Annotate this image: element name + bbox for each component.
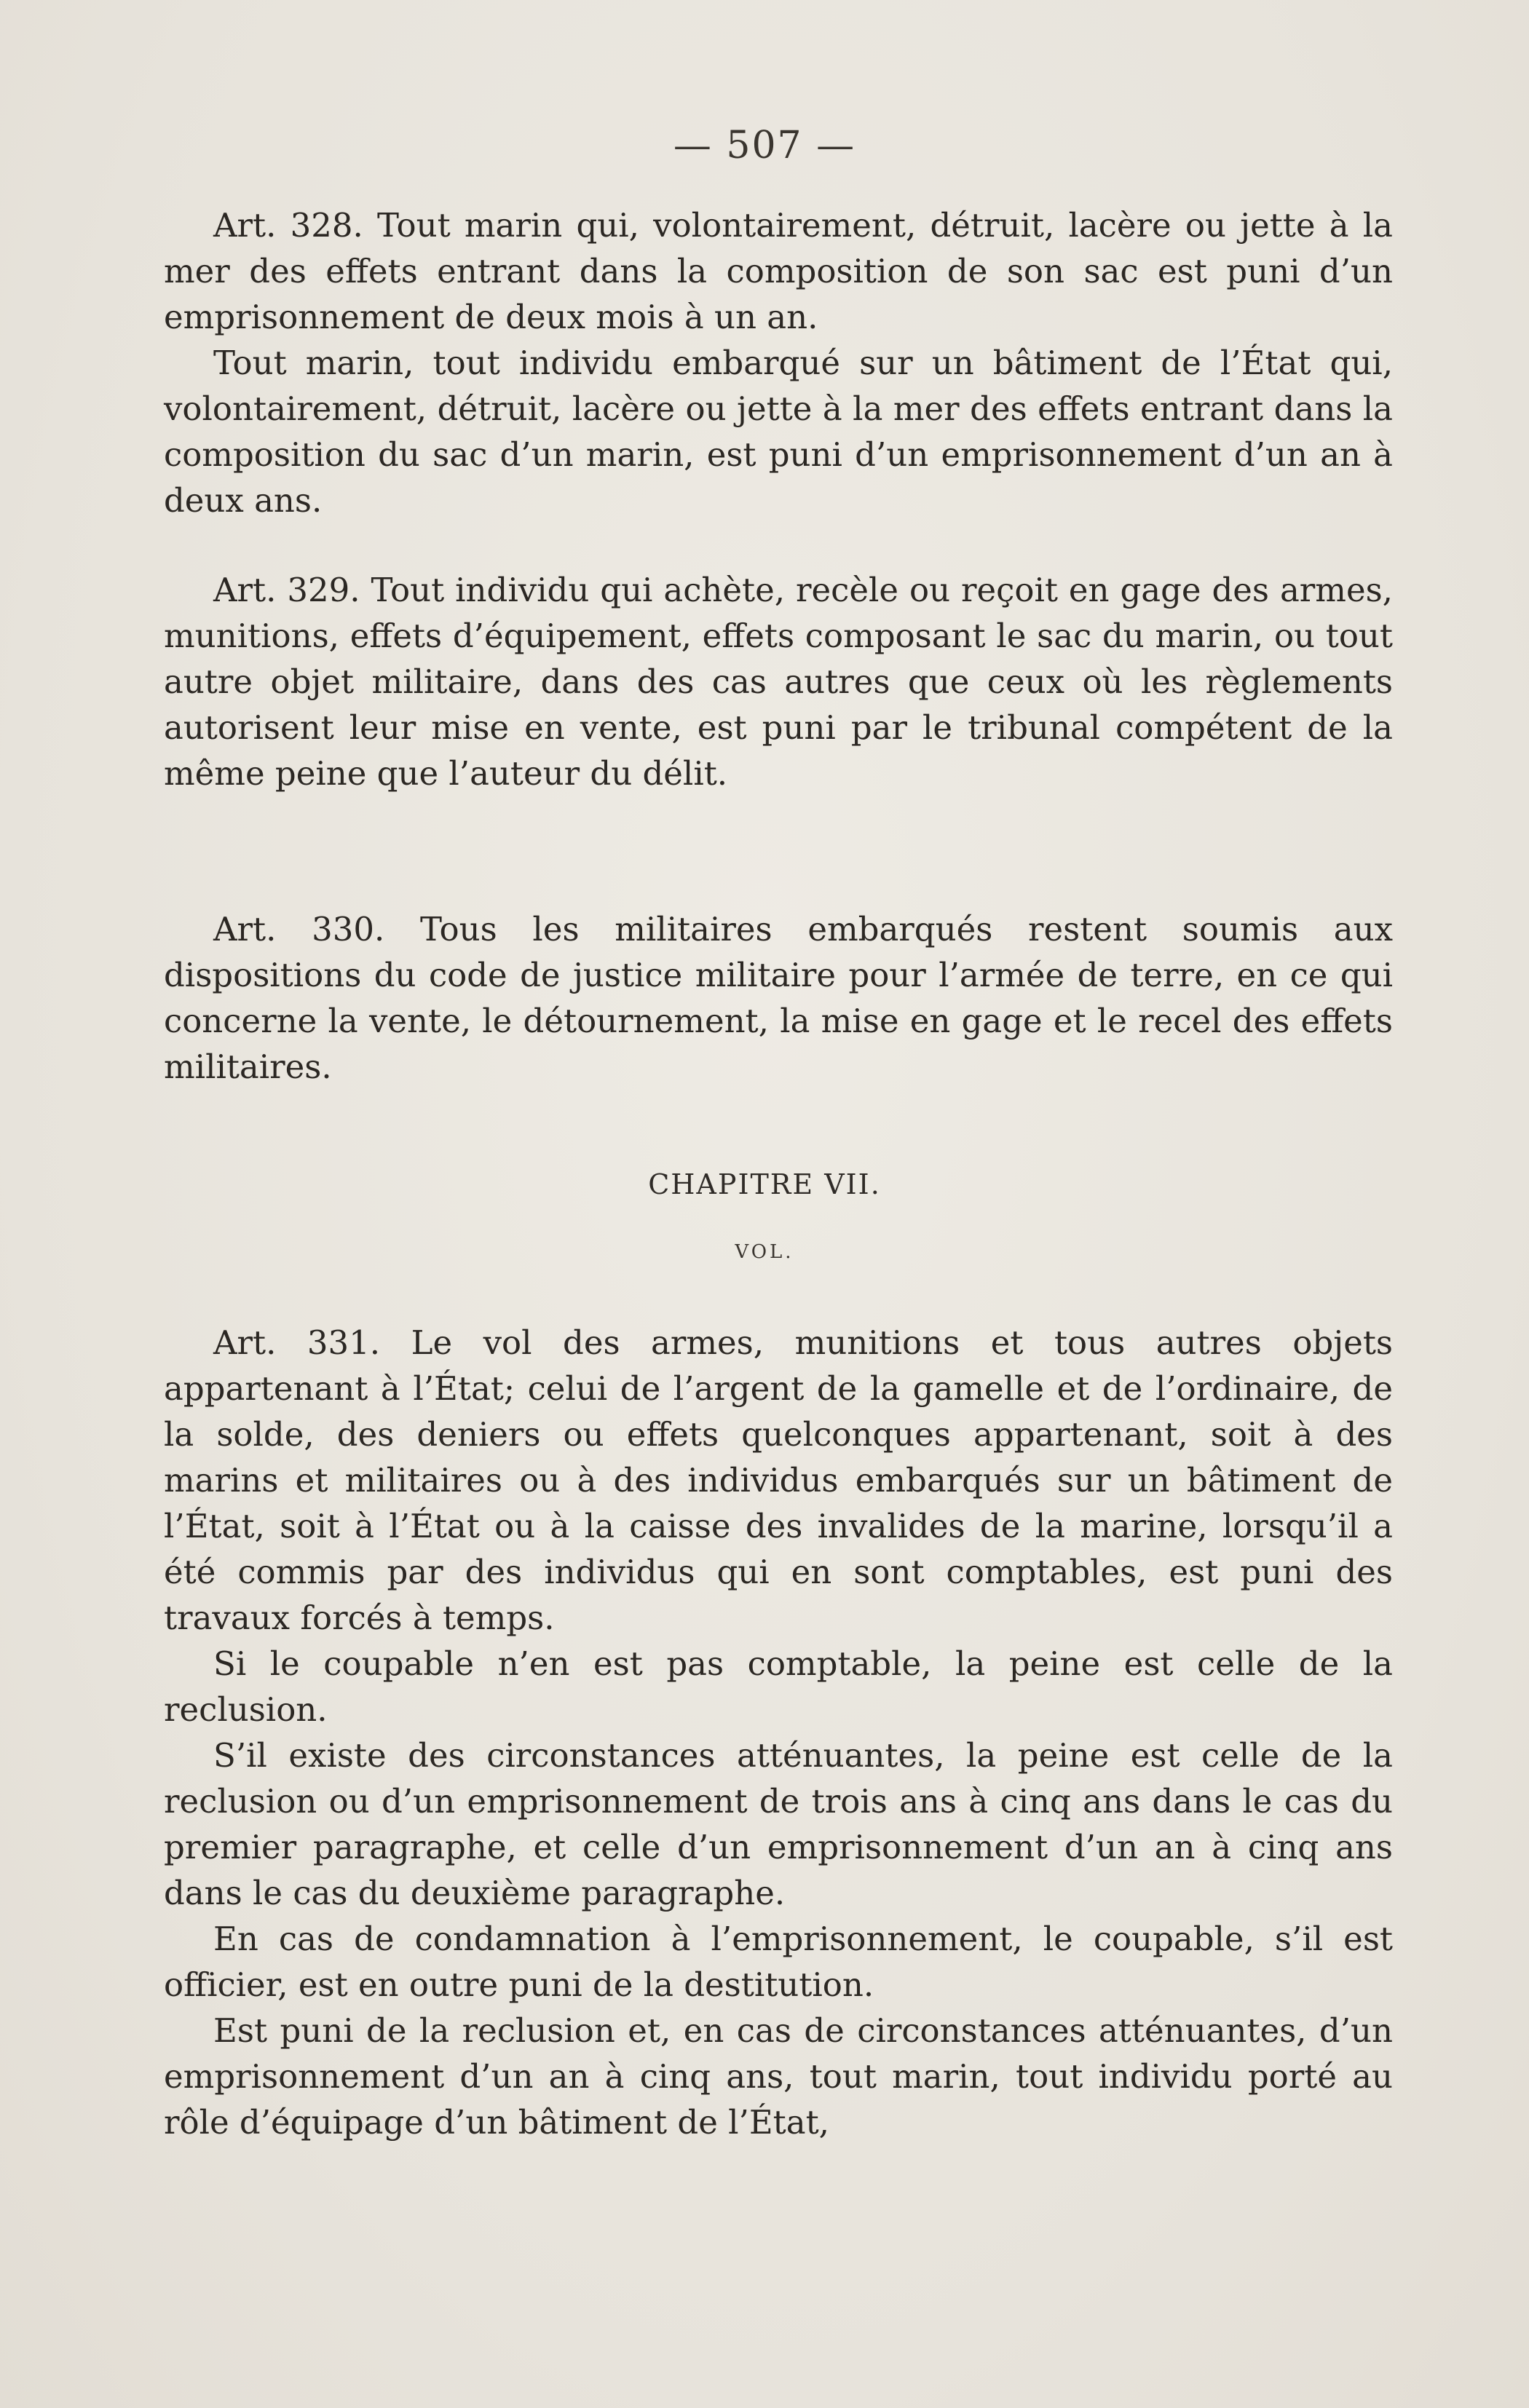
- article-331-paragraph-1: Art. 331. Le vol des armes, munitions et tous autres objets appartenant à l’État; celui de l’argent de la gamelle et de l’ordinaire, de la solde, des deniers ou effets quelconques appartenant, soit à des marins et militaires ou à des individus embarqués sur un bâtiment de l’État, soit à l’État ou à la caisse des invalides de la marine, lorsqu’il a été commis par des individus qui en sont comptables, est puni des travaux forcés à temps.: [164, 1323, 1393, 1637]
- article-331: [164, 1320, 1393, 2145]
- article-330-paragraph-1: Art. 330. Tous les militaires embarqués restent soumis aux dispositions du code de justice militaire pour l’armée de terre, en ce qui concerne la vente, le détournement, la mise en gage et le recel des effets militaires.: [164, 910, 1393, 1086]
- article-331-paragraph-3: S’il existe des circonstances atténuantes, la peine est celle de la reclusion ou d’un emprisonnement de trois ans à cinq ans dans le cas du premier paragraphe, et celle d’un emprisonnement d’un an à cinq ans dans le cas du deuxième paragraphe.: [164, 1736, 1393, 1912]
- page-number: — 507 —: [673, 124, 856, 167]
- article-328-paragraph-2: Tout marin, tout individu embarqué sur un bâtiment de l’État qui, volontairement, détruit, lacère ou jette à la mer des effets entrant dans la composition du sac d’un marin, est puni d’un emprisonnement d’un an à deux ans.: [164, 344, 1393, 520]
- article-329: [164, 567, 1393, 796]
- article-331-paragraph-4: En cas de condamnation à l’emprisonnement, le coupable, s’il est officier, est en outre puni de la destitution.: [164, 1920, 1393, 2004]
- article-329-paragraph-1: Art. 329. Tout individu qui achète, recèle ou reçoit en gage des armes, munitions, effets d’équipement, effets composant le sac du marin, ou tout autre objet militaire, dans des cas autres que ceux où les règlements autorisent leur mise en vente, est puni par le tribunal compétent de la même peine que l’auteur du délit.: [164, 571, 1393, 793]
- article-328-paragraph-1: Art. 328. Tout marin qui, volontairement, détruit, lacère ou jette à la mer des effets entrant dans la composition de son sac est puni d’un emprisonnement de deux mois à un an.: [164, 206, 1393, 336]
- article-331-paragraph-5: Est puni de la reclusion et, en cas de circonstances atténuantes, d’un emprisonnement d’un an à cinq ans, tout marin, tout individu porté au rôle d’équipage d’un bâtiment de l’État,: [164, 2011, 1393, 2142]
- article-331-paragraph-2: Si le coupable n’en est pas comptable, la peine est celle de la reclusion.: [164, 1644, 1393, 1729]
- article-328: [164, 202, 1393, 523]
- section-title: VOL.: [735, 1241, 794, 1263]
- article-330: [164, 906, 1393, 1090]
- chapter-title: CHAPITRE VII.: [648, 1168, 881, 1200]
